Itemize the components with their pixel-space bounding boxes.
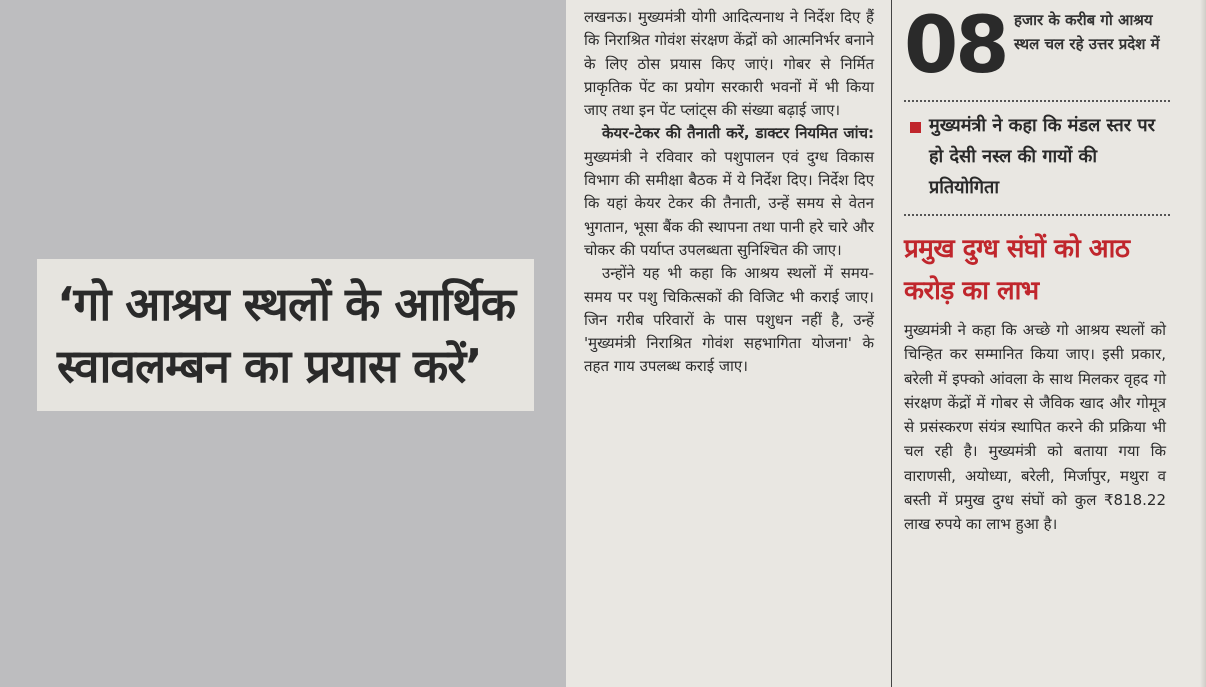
red-square-bullet-icon xyxy=(910,122,921,133)
fact-number: 08 xyxy=(904,1,1007,91)
article-subhead: केयर-टेकर की तैनाती करें, डाक्टर नियमित जांच: xyxy=(602,124,874,143)
headline-line-1: ‘गो आश्रय स्थलों के आर्थिक xyxy=(57,277,516,331)
article-left-column xyxy=(584,6,874,379)
dotted-divider xyxy=(904,100,1170,102)
article-clipping xyxy=(566,0,1206,687)
fact-text: हजार के करीब गो आश्रय स्थल चल रहे उत्तर प्रदेश में xyxy=(1014,11,1160,53)
article-right-column xyxy=(904,0,1170,687)
article-paragraph-1: लखनऊ। मुख्यमंत्री योगी आदित्यनाथ ने निर्देश दिए हैं कि निराश्रित गोवंश संरक्षण केंद्रों को आत्मनिर्भर बनाने के लिए ठोस प्रयास किए जाएं। गोबर से निर्मित प्राकृतिक पेंट का प्रयोग सरकारी भवनों में भी किया जाए तथा इन पेंट प्लांट्स की संख्या बढ़ाई जाए। xyxy=(584,8,874,120)
column-divider xyxy=(891,0,892,687)
headline-clipping xyxy=(37,259,534,411)
headline-line-2: स्वावलम्बन का प्रयास करें’ xyxy=(57,339,482,393)
sub-headline: प्रमुख दुग्ध संघों को आठ करोड़ का लाभ xyxy=(904,234,1130,306)
fact-box xyxy=(904,1,1170,94)
article-paragraph-3: उन्होंने यह भी कहा कि आश्रय स्थलों में समय-समय पर पशु चिकित्सकों की विजिट भी कराई जाए। जिन गरीब परिवारों के पास पशुधन नहीं है, उन्हें 'मुख्यमंत्री निराश्रित गोवंश सहभागिता योजना' के तहत गाय उपलब्ध कराई जाए। xyxy=(584,264,874,376)
dotted-divider xyxy=(904,214,1170,216)
article-paragraph-2-text: मुख्यमंत्री ने रविवार को पशुपालन एवं दुग्ध विकास विभाग की समीक्षा बैठक में ये निर्देश दिए। निर्देश दिए कि यहां केयर टेकर की तैनाती, उन्हें समय से वेतन भुगतान, भूसा बैंक की स्थापना तथा पानी हरे चारे और चोकर की पर्याप्त उपलब्धता सुनिश्चित की जाए। xyxy=(584,147,874,259)
bullet-point xyxy=(904,110,1170,203)
bullet-text: मुख्यमंत्री ने कहा कि मंडल स्तर पर हो देसी नस्ल की गायों की प्रतियोगिता xyxy=(929,115,1156,198)
right-column-body: मुख्यमंत्री ने कहा कि अच्छे गो आश्रय स्थलों को चिन्हित कर सम्मानित किया जाए। इसी प्रकार, बरेली में इफ्को आंवला के साथ मिलकर वृहद गो संरक्षण केंद्रों में गोबर से जैविक खाद और गोमूत्र से प्रसंस्करण संयंत्र स्थापित करने की प्रक्रिया भी चल रही है। मुख्यमंत्री को बताया गया कि वाराणसी, अयोध्या, बरेली, मिर्जापुर, मथुरा व बस्ती में प्रमुख दुग्ध संघों को कुल ₹818.22 लाख रुपये का लाभ हुआ है। xyxy=(904,321,1166,534)
paper-edge-shadow xyxy=(1200,0,1206,687)
article-paragraph-2 xyxy=(584,122,874,262)
